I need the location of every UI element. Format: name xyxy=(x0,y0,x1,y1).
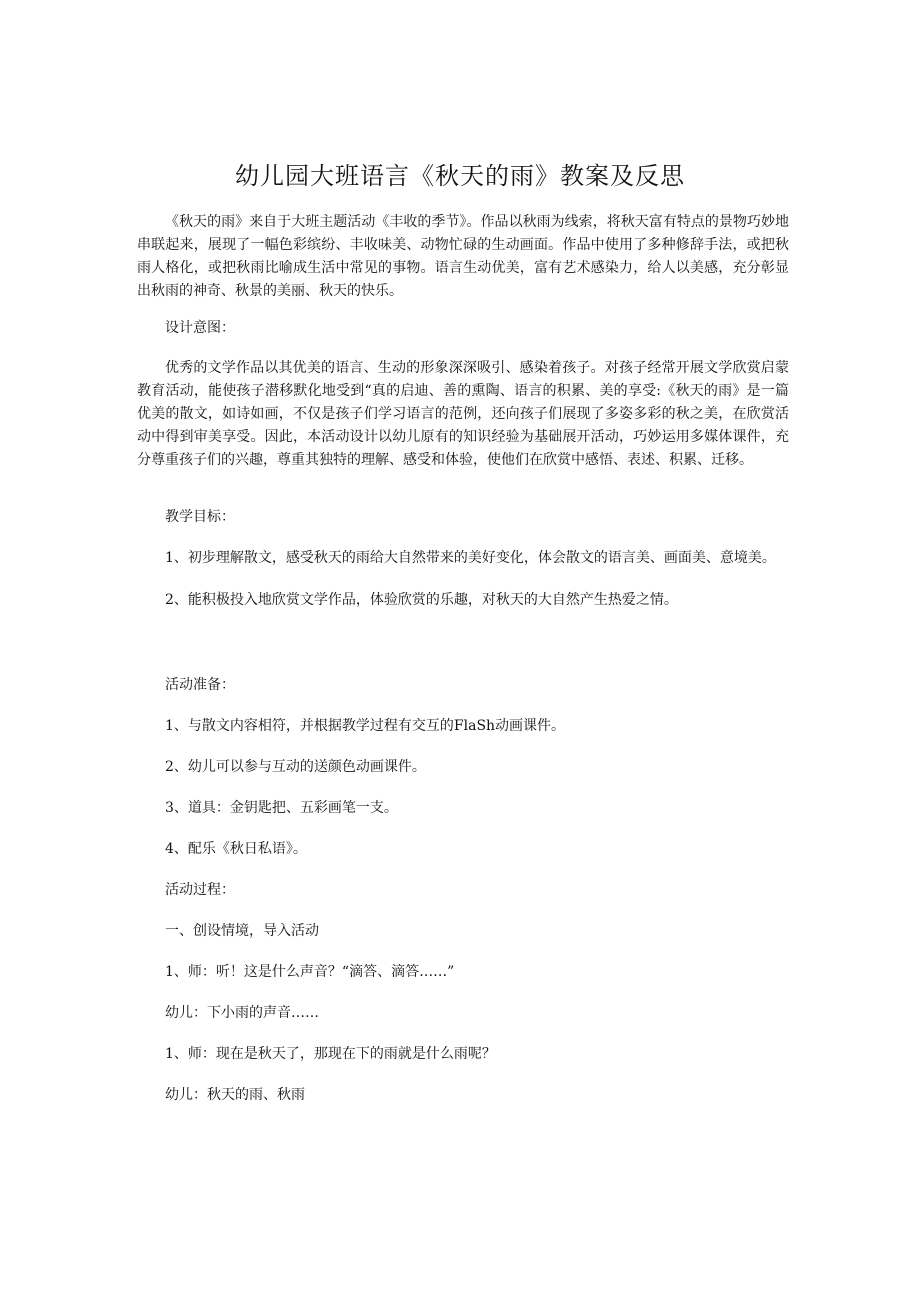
prep-item-2: 2、幼儿可以参与互动的送颜色动画课件。 xyxy=(165,759,426,775)
prep-item-3: 3、道具：金钥匙把、五彩画笔一支。 xyxy=(165,800,398,816)
goal-item-1: 1、初步理解散文，感受秋天的雨给大自然带来的美好变化，体会散文的语言美、画面美、意境美。 xyxy=(165,550,776,566)
design-heading: 设计意图： xyxy=(165,320,235,336)
intro-paragraph: 《秋天的雨》来自于大班主题活动《丰收的季节》。作品以秋雨为线索，将秋天富有特点的景物巧妙地串联起来，展现了一幅色彩缤纷、丰收味美、动物忙碌的生动画面。作品中使用了多种修辞手法，或把秋雨人格化，或把秋雨比喻成生活中常见的事物。语言生动优美，富有艺术感染力，给人以美感，充分彰显出秋雨的神奇、秋景的美丽、秋天的快乐。 xyxy=(137,214,789,299)
design-paragraph: 优秀的文学作品以其优美的语言、生动的形象深深吸引、感染着孩子。对孩子经常开展文学欣赏启蒙教育活动，能使孩子潜移默化地受到“真的启迪、善的熏陶、语言的积累、美的享受:《秋天的雨》是一篇优美的散文，如诗如画，不仅是孩子们学习语言的范例，还向孩子们展现了多姿多彩的秋之美，在欣赏活动中得到审美享受。因此，本活动设计以幼儿原有的知识经验为基础展开活动，巧妙运用多媒体课件，充分尊重孩子们的兴趣，尊重其独特的理解、感受和体验，使他们在欣赏中感悟、表述、积累、迁移。 xyxy=(137,360,789,468)
document-title: 幼儿园大班语言《秋天的雨》教案及反思 xyxy=(235,162,685,190)
goal-item-2: 2、能积极投入地欣赏文学作品，体验欣赏的乐趣，对秋天的大自然产生热爱之情。 xyxy=(165,592,678,608)
prep-item-4: 4、配乐《秋日私语》。 xyxy=(165,841,307,857)
process-line-2: 1、师：听！这是什么声音？“滴答、滴答……” xyxy=(165,964,455,980)
process-line-4: 1、师：现在是秋天了，那现在下的雨就是什么雨呢？ xyxy=(165,1046,496,1062)
prep-heading: 活动准备： xyxy=(165,677,235,693)
process-line-3: 幼儿：下小雨的声音…… xyxy=(165,1005,319,1021)
goals-heading: 教学目标： xyxy=(165,509,235,525)
process-step-1: 一、创设情境，导入活动 xyxy=(165,923,319,939)
prep-item-1: 1、与散文内容相符，并根据教学过程有交互的FlaSh动画课件。 xyxy=(165,718,566,734)
process-line-5: 幼儿：秋天的雨、秋雨 xyxy=(165,1087,305,1103)
process-heading: 活动过程： xyxy=(165,882,235,898)
